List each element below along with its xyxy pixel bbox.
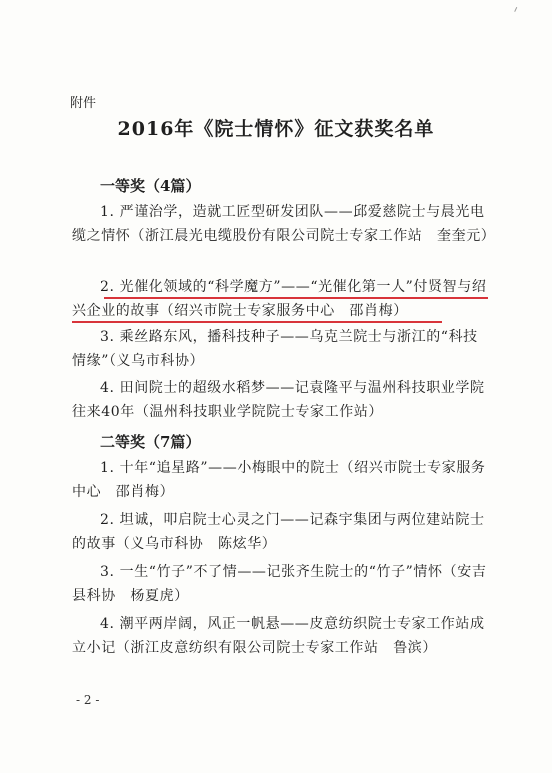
section-heading-first-prize: 一等奖（4篇） [100,177,201,195]
scan-mark [514,7,522,14]
first-prize-entry-4: 4. 田间院士的超级水稻梦——记袁隆平与温州科技职业学院往来40年（温州科技职业学院院士专家工作站） [72,380,485,420]
first-prize-entry-2 [72,275,490,323]
attachment-label: 附件 [70,96,97,111]
section-heading-second-prize: 二等奖（7篇） [100,433,201,451]
page-number: - 2 - [76,693,100,707]
first-prize-entry-3: 3. 乘丝路东风，播科技种子——乌克兰院士与浙江的“科技情缘”（义乌市科协） [72,329,478,369]
first-prize-entry-2-text: 2. 光催化领域的“科学魔方”——“光催化第一人”付贤智与绍兴企业的故事（绍兴市院士专家服务中心 邵肖梅） [72,279,487,319]
first-prize-entry-1: 1. 严谨治学，造就工匠型研发团队——邱爱慈院士与晨光电缆之情怀（浙江晨光电缆股份有限公司院士专家工作站 奎奎元） [72,204,496,244]
second-prize-entry-1: 1. 十年“追星路”——小梅眼中的院士（绍兴市院士专家服务中心 邵肖梅） [72,460,486,500]
red-underline-line-1 [104,297,488,299]
second-prize-entry-2: 2. 坦诚，叩启院士心灵之门——记森宇集团与两位建站院士的故事（义乌市科协 陈炫华） [72,512,485,552]
red-underline-line-2 [72,321,442,323]
document-title: 2016年《院士情怀》征文获奖名单 [117,118,435,140]
second-prize-entry-4: 4. 潮平两岸阔，风正一帆悬——皮意纺织院士专家工作站成立小记（浙江皮意纺织有限公司院士专家工作站 鲁滨） [72,616,485,656]
second-prize-entry-3: 3. 一生“竹子”不了情——记张齐生院士的“竹子”情怀（安吉县科协 杨夏虎） [72,564,487,604]
